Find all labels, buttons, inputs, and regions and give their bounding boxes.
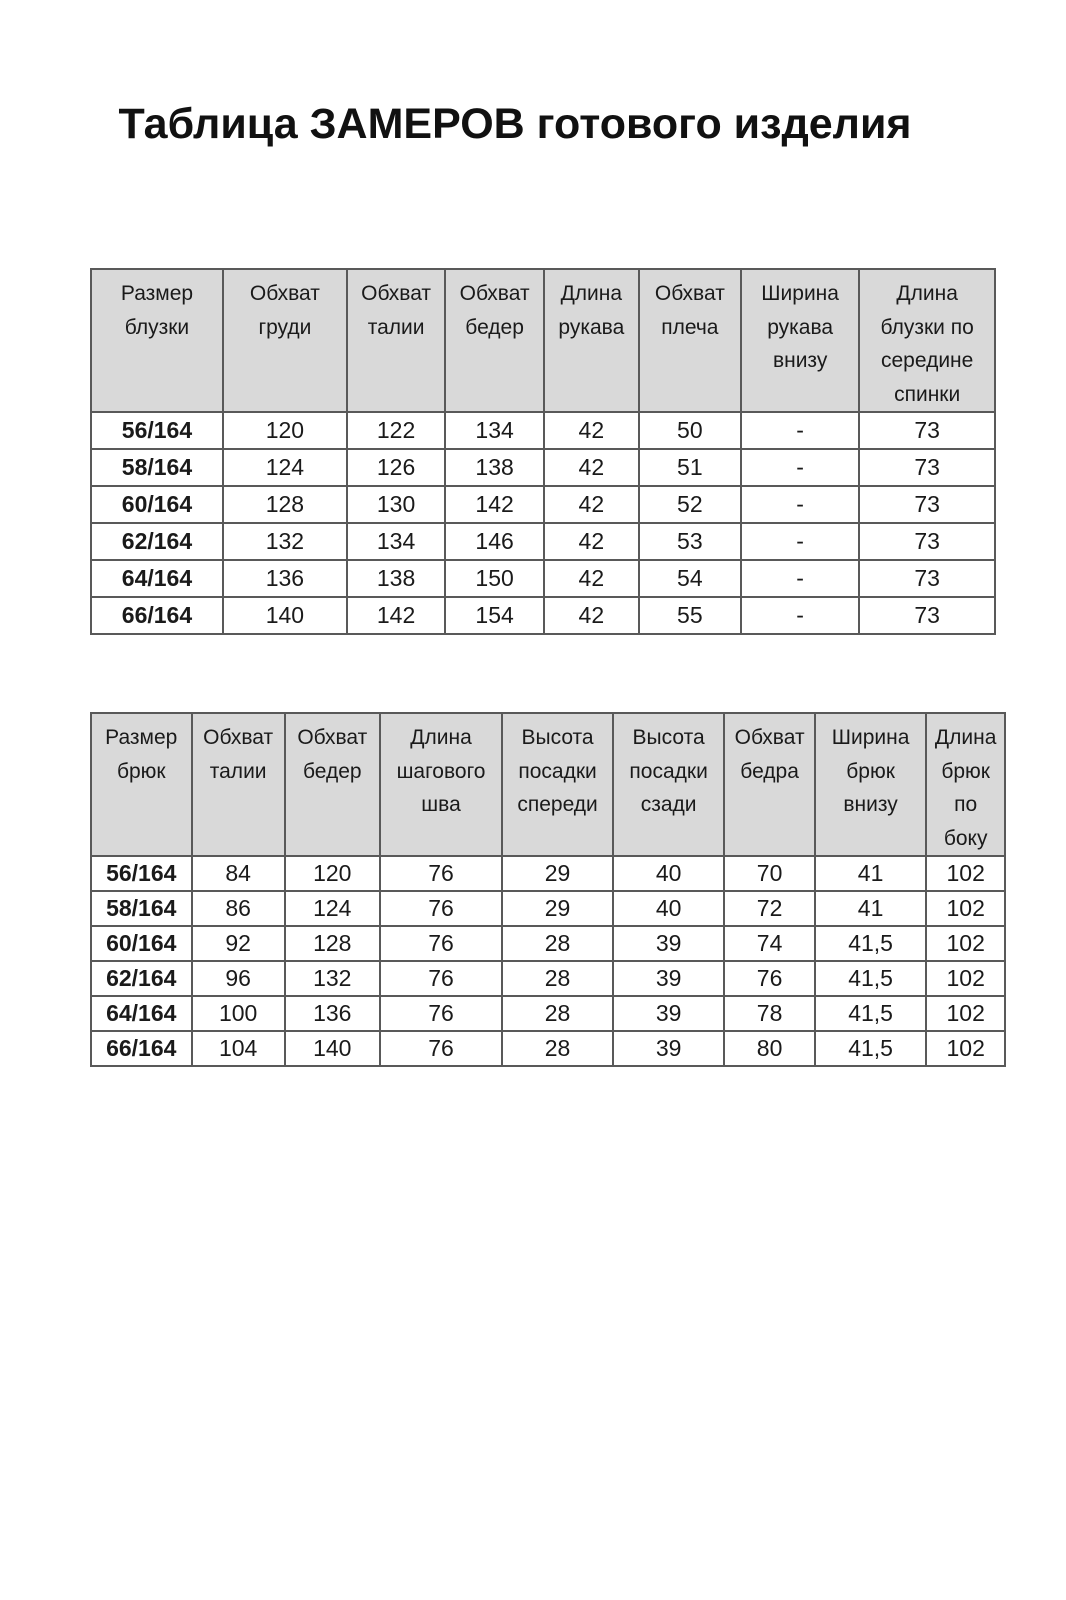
table-row <box>91 560 995 597</box>
value-cell: 76 <box>380 856 502 891</box>
value-cell: 40 <box>613 891 725 926</box>
blouse-measurements-table <box>90 268 996 635</box>
column-header: Размер блузки <box>91 269 223 412</box>
value-cell: 120 <box>285 856 380 891</box>
value-cell: 41,5 <box>815 1031 927 1066</box>
size-cell: 60/164 <box>91 926 192 961</box>
trousers-measurements-table <box>90 712 1006 1067</box>
value-cell: 28 <box>502 1031 613 1066</box>
size-cell: 62/164 <box>91 961 192 996</box>
value-cell: 42 <box>544 560 639 597</box>
value-cell: 76 <box>724 961 814 996</box>
table-row <box>91 1031 1005 1066</box>
column-header: Размер брюк <box>91 713 192 856</box>
value-cell: 132 <box>285 961 380 996</box>
column-header: Высота посадки спереди <box>502 713 613 856</box>
value-cell: 51 <box>639 449 741 486</box>
value-cell: 140 <box>285 1031 380 1066</box>
value-cell: 138 <box>445 449 544 486</box>
value-cell: 39 <box>613 1031 725 1066</box>
value-cell: 86 <box>192 891 285 926</box>
value-cell: 130 <box>347 486 446 523</box>
column-header: Длина шагового шва <box>380 713 502 856</box>
value-cell: 54 <box>639 560 741 597</box>
size-cell: 58/164 <box>91 449 223 486</box>
column-header: Обхват бедра <box>724 713 814 856</box>
value-cell: 41 <box>815 891 927 926</box>
value-cell: 41,5 <box>815 996 927 1031</box>
value-cell: 84 <box>192 856 285 891</box>
column-header: Обхват бедер <box>445 269 544 412</box>
value-cell: 146 <box>445 523 544 560</box>
value-cell: 150 <box>445 560 544 597</box>
value-cell: 102 <box>926 891 1005 926</box>
size-cell: 56/164 <box>91 412 223 449</box>
size-cell: 64/164 <box>91 996 192 1031</box>
value-cell: 72 <box>724 891 814 926</box>
value-cell: 102 <box>926 926 1005 961</box>
size-cell: 66/164 <box>91 597 223 634</box>
value-cell: 29 <box>502 891 613 926</box>
value-cell: 41,5 <box>815 926 927 961</box>
value-cell: 53 <box>639 523 741 560</box>
value-cell: 76 <box>380 891 502 926</box>
column-header: Длина рукава <box>544 269 639 412</box>
column-header: Длина блузки по середине спинки <box>859 269 995 412</box>
value-cell: 73 <box>859 412 995 449</box>
value-cell: 154 <box>445 597 544 634</box>
value-cell: 104 <box>192 1031 285 1066</box>
value-cell: 76 <box>380 996 502 1031</box>
value-cell: 120 <box>223 412 347 449</box>
size-cell: 64/164 <box>91 560 223 597</box>
value-cell: 50 <box>639 412 741 449</box>
table-row <box>91 486 995 523</box>
column-header: Обхват талии <box>192 713 285 856</box>
value-cell: 40 <box>613 856 725 891</box>
value-cell: 122 <box>347 412 446 449</box>
value-cell: 73 <box>859 597 995 634</box>
value-cell: - <box>741 486 859 523</box>
value-cell: 136 <box>223 560 347 597</box>
header-row <box>91 269 995 412</box>
column-header: Ширина брюк внизу <box>815 713 927 856</box>
value-cell: 73 <box>859 486 995 523</box>
value-cell: 41,5 <box>815 961 927 996</box>
value-cell: 142 <box>445 486 544 523</box>
value-cell: 39 <box>613 961 725 996</box>
value-cell: 28 <box>502 996 613 1031</box>
table-row <box>91 856 1005 891</box>
value-cell: 102 <box>926 1031 1005 1066</box>
value-cell: 128 <box>223 486 347 523</box>
column-header: Обхват плеча <box>639 269 741 412</box>
value-cell: 102 <box>926 996 1005 1031</box>
value-cell: 100 <box>192 996 285 1031</box>
page-title: Таблица ЗАМЕРОВ готового изделия <box>118 100 912 148</box>
value-cell: 70 <box>724 856 814 891</box>
value-cell: 29 <box>502 856 613 891</box>
value-cell: 124 <box>285 891 380 926</box>
header-row <box>91 713 1005 856</box>
table-row <box>91 523 995 560</box>
table-row <box>91 961 1005 996</box>
value-cell: 74 <box>724 926 814 961</box>
table-row <box>91 926 1005 961</box>
size-cell: 56/164 <box>91 856 192 891</box>
value-cell: 134 <box>347 523 446 560</box>
value-cell: 39 <box>613 996 725 1031</box>
value-cell: 42 <box>544 486 639 523</box>
column-header: Длина брюк по боку <box>926 713 1005 856</box>
value-cell: - <box>741 523 859 560</box>
column-header: Обхват груди <box>223 269 347 412</box>
value-cell: - <box>741 597 859 634</box>
value-cell: 42 <box>544 412 639 449</box>
column-header: Высота посадки сзади <box>613 713 725 856</box>
value-cell: 102 <box>926 856 1005 891</box>
value-cell: 132 <box>223 523 347 560</box>
value-cell: 124 <box>223 449 347 486</box>
value-cell: 73 <box>859 449 995 486</box>
value-cell: 76 <box>380 926 502 961</box>
table-row <box>91 412 995 449</box>
column-header: Ширина рукава внизу <box>741 269 859 412</box>
value-cell: 76 <box>380 961 502 996</box>
size-cell: 60/164 <box>91 486 223 523</box>
value-cell: 39 <box>613 926 725 961</box>
value-cell: 52 <box>639 486 741 523</box>
size-cell: 62/164 <box>91 523 223 560</box>
value-cell: 92 <box>192 926 285 961</box>
value-cell: 41 <box>815 856 927 891</box>
table-row <box>91 891 1005 926</box>
value-cell: 76 <box>380 1031 502 1066</box>
value-cell: 102 <box>926 961 1005 996</box>
value-cell: 73 <box>859 560 995 597</box>
value-cell: - <box>741 560 859 597</box>
value-cell: 28 <box>502 961 613 996</box>
column-header: Обхват талии <box>347 269 446 412</box>
value-cell: 78 <box>724 996 814 1031</box>
value-cell: 136 <box>285 996 380 1031</box>
value-cell: 96 <box>192 961 285 996</box>
value-cell: 140 <box>223 597 347 634</box>
value-cell: 128 <box>285 926 380 961</box>
value-cell: 42 <box>544 597 639 634</box>
value-cell: 134 <box>445 412 544 449</box>
value-cell: 142 <box>347 597 446 634</box>
size-cell: 66/164 <box>91 1031 192 1066</box>
table-row <box>91 597 995 634</box>
value-cell: 80 <box>724 1031 814 1066</box>
value-cell: - <box>741 412 859 449</box>
column-header: Обхват бедер <box>285 713 380 856</box>
value-cell: 42 <box>544 523 639 560</box>
size-cell: 58/164 <box>91 891 192 926</box>
value-cell: 73 <box>859 523 995 560</box>
table-row <box>91 996 1005 1031</box>
value-cell: 55 <box>639 597 741 634</box>
value-cell: 28 <box>502 926 613 961</box>
value-cell: 138 <box>347 560 446 597</box>
value-cell: 42 <box>544 449 639 486</box>
value-cell: 126 <box>347 449 446 486</box>
value-cell: - <box>741 449 859 486</box>
table-row <box>91 449 995 486</box>
